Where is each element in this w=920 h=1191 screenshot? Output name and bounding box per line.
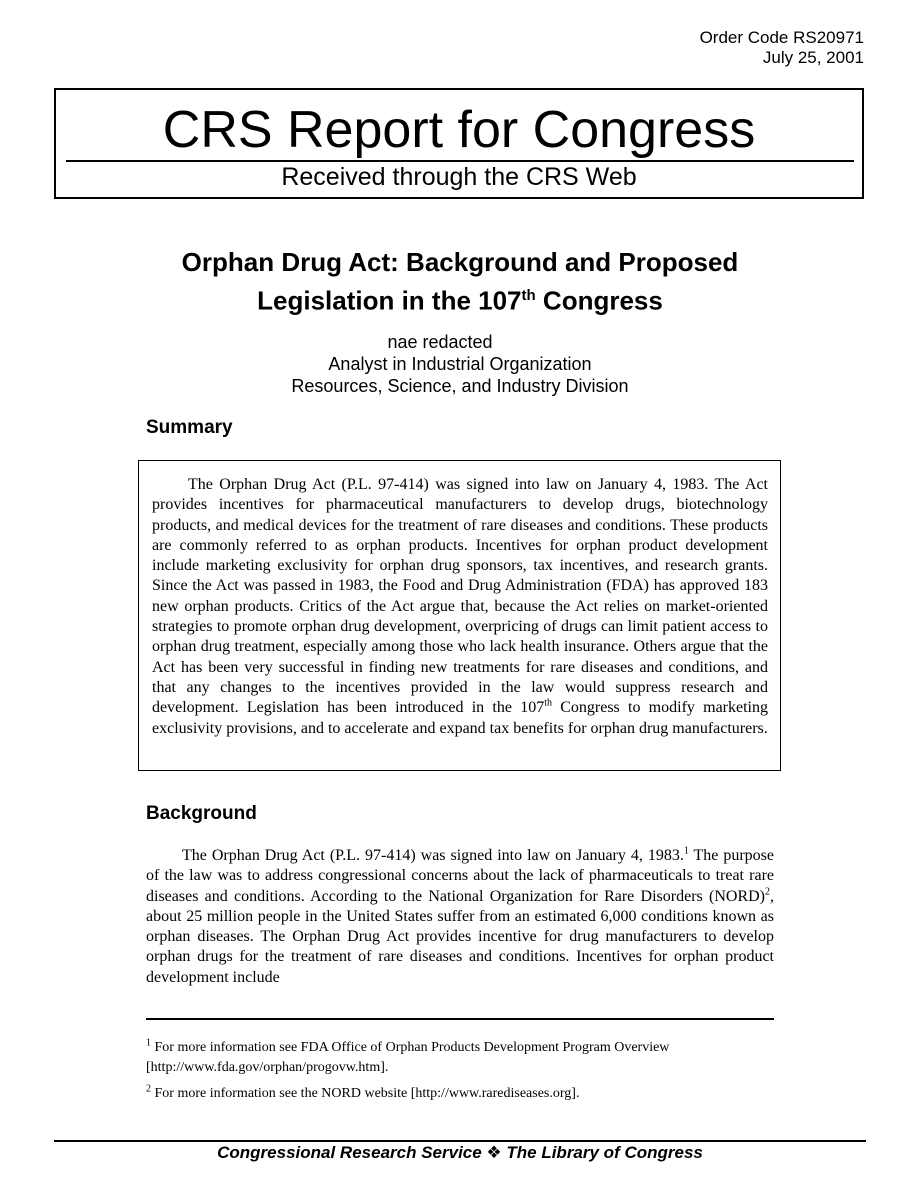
summary-superscript: th [544,697,552,709]
banner-title: CRS Report for Congress [162,101,756,159]
background-text-a: The Orphan Drug Act (P.L. 97-414) was signed into law on January 4, 1983. [182,847,684,864]
title-superscript: th [521,287,536,304]
footnote-ref-2[interactable]: 2 [765,886,770,898]
report-banner [54,88,864,199]
footnote-2-mark: 2 [146,1083,151,1095]
title-line-1: Orphan Drug Act: Background and Proposed [181,247,739,277]
footnote-1-text: For more information see FDA Office of Orphan Products Development Program Overview [http://www.fda.gov/orphan/progovw.htm]. [146,1040,670,1075]
author-block [60,331,860,397]
footnote-2-text: For more information see the NORD website [http://www.rarediseases.org]. [151,1086,580,1101]
summary-heading: Summary [146,417,233,438]
background-text-b: The purpose of the law was to address congressional concerns about the lack of pharmaceuticals to treat rare diseases and conditions. According to the National Organization for Rare Disorders (NORD) [146,847,775,905]
footnote-1 [146,1038,774,1078]
background-paragraph [146,846,774,988]
footnote-1-mark: 1 [146,1037,151,1049]
title-line-2 [60,279,860,318]
background-text-c: , about 25 million people in the United States suffer from an estimated 6,000 conditions known as orphan diseases. The Orphan Drug Act provides incentive for drug manufacturers to develop orphan drugs for the treatment of rare diseases and conditions. Incentives for orphan product development include [146,887,774,986]
banner-subtitle: Received through the CRS Web [281,163,637,191]
summary-text-main: The Orphan Drug Act (P.L. 97-414) was signed into law on January 4, 1983. The Act provides incentives for pharmaceutical manufacturers to develop drugs, biotechnology products, and medical devices for the treatment of rare diseases and conditions. These products are commonly referred to as orphan products. Incentives for orphan product development include marketing exclusivity for orphan drug sponsors, tax incentives, and research grants. Since the Act was passed in 1983, the Food and Drug Administration (FDA) has approved 183 new orphan products. Critics of the Act argue that, because the Act relies on market-oriented strategies to promote orphan drug development, overpricing of drugs can limit patient access to orphan drug treatment, especially among those who lack health insurance. Others argue that the Act has been very successful in finding new treatments for rare diseases and conditions, and that any changes to the incentives provided in the law would suppress research and development. Legislation has been introduced in the 107 [152,476,768,717]
title-line-2-text: Legislation in the 107 [257,285,522,316]
order-code: Order Code RS20971 [699,28,864,47]
footnote-divider [146,1018,774,1020]
background-heading: Background [146,803,257,824]
author-role: Analyst in Industrial Organization [328,354,592,374]
page-footer: Congressional Research Service ❖ The Library of Congress [217,1143,703,1162]
title-line-2-end: Congress [535,285,663,316]
footnote-ref-1[interactable]: 1 [683,845,689,857]
order-code-block [700,28,864,68]
author-division: Resources, Science, and Industry Division [291,376,629,396]
report-date: July 25, 2001 [762,48,864,67]
summary-text-end: Congress to modify marketing exclusivity provisions, and to accelerate and expand tax benefits for orphan drug manufacturers. [152,699,768,737]
summary-text [152,475,768,739]
document-title [60,245,860,318]
summary-box [138,460,781,771]
footnote-2 [146,1084,774,1104]
author-name: nae redacted [387,332,493,352]
